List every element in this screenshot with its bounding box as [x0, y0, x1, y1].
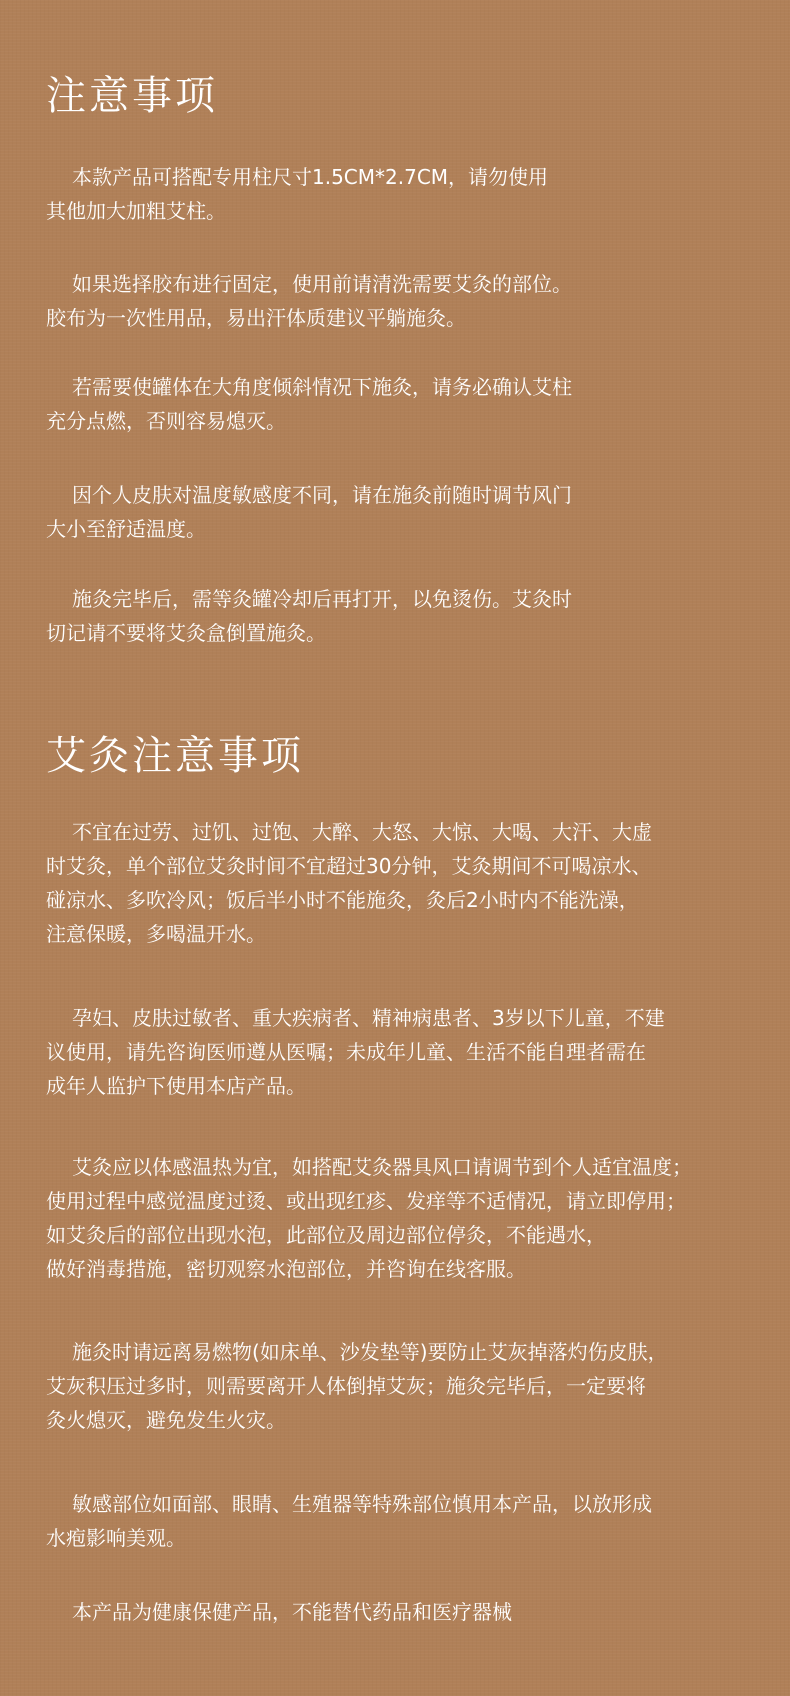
section-title: 注意事项 — [46, 73, 218, 119]
paragraph-line: 不宜在过劳、过饥、过饱、大醉、大怒、大惊、大喝、大汗、大虚 — [72, 820, 652, 844]
paragraph-line: 本产品为健康保健产品，不能替代药品和医疗器械 — [72, 1600, 512, 1624]
paragraph — [46, 267, 760, 335]
paragraph — [46, 815, 760, 951]
paragraph-line: 碰凉水、多吹冷风；饭后半小时不能施灸，灸后2小时内不能洗澡， — [46, 888, 639, 912]
paragraph — [46, 160, 760, 228]
paragraph-line: 如果选择胶布进行固定，使用前请清洗需要艾灸的部位。 — [72, 272, 572, 296]
paragraph-line: 施灸完毕后，需等灸罐冷却后再打开，以免烫伤。艾灸时 — [72, 587, 572, 611]
section-moxibustion-notes — [46, 734, 760, 778]
paragraph-line: 艾灰积压过多时，则需要离开人体倒掉艾灰；施灸完毕后，一定要将 — [46, 1374, 646, 1398]
paragraph — [46, 582, 760, 650]
section-title: 艾灸注意事项 — [46, 733, 304, 779]
paragraph — [46, 1335, 760, 1437]
paragraph-line: 其他加大加粗艾柱。 — [46, 199, 226, 223]
paragraph-line: 大小至舒适温度。 — [46, 517, 206, 541]
paragraph-line: 敏感部位如面部、眼睛、生殖器等特殊部位慎用本产品，以放形成 — [72, 1492, 652, 1516]
section-notes — [46, 74, 760, 118]
paragraph-line: 施灸时请远离易燃物(如床单、沙发垫等)要防止艾灰掉落灼伤皮肤， — [72, 1340, 668, 1364]
paragraph-line: 胶布为一次性用品，易出汗体质建议平躺施灸。 — [46, 306, 466, 330]
paragraph-line: 本款产品可搭配专用柱尺寸1.5CM*2.7CM，请勿使用 — [72, 165, 549, 189]
paragraph-line: 充分点燃，否则容易熄灭。 — [46, 409, 286, 433]
paragraph-line: 水疱影响美观。 — [46, 1526, 186, 1550]
paragraph — [46, 1487, 760, 1555]
paragraph-line: 艾灸应以体感温热为宜，如搭配艾灸器具风口请调节到个人适宜温度； — [72, 1155, 692, 1179]
paragraph — [46, 1150, 760, 1286]
paragraph — [46, 1001, 760, 1103]
paragraph — [46, 370, 760, 438]
paragraph-line: 成年人监护下使用本店产品。 — [46, 1074, 306, 1098]
paragraph-line: 若需要使罐体在大角度倾斜情况下施灸，请务必确认艾柱 — [72, 375, 572, 399]
paragraph-line: 时艾灸，单个部位艾灸时间不宜超过30分钟，艾灸期间不可喝凉水、 — [46, 854, 652, 878]
paragraph-line: 孕妇、皮肤过敏者、重大疾病者、精神病患者、3岁以下儿童，不建 — [72, 1006, 665, 1030]
paragraph-line: 灸火熄灭，避免发生火灾。 — [46, 1408, 286, 1432]
paragraph-line: 因个人皮肤对温度敏感度不同，请在施灸前随时调节风门 — [72, 483, 572, 507]
paragraph — [46, 478, 760, 546]
paragraph-line: 注意保暖，多喝温开水。 — [46, 922, 266, 946]
paragraph — [46, 1595, 760, 1629]
paragraph-line: 做好消毒措施，密切观察水泡部位，并咨询在线客服。 — [46, 1257, 526, 1281]
paragraph-line: 议使用，请先咨询医师遵从医嘱；未成年儿童、生活不能自理者需在 — [46, 1040, 646, 1064]
paragraph-line: 如艾灸后的部位出现水泡，此部位及周边部位停灸，不能遇水， — [46, 1223, 606, 1247]
paragraph-line: 使用过程中感觉温度过烫、或出现红疹、发痒等不适情况，请立即停用； — [46, 1189, 686, 1213]
paragraph-line: 切记请不要将艾灸盒倒置施灸。 — [46, 621, 326, 645]
